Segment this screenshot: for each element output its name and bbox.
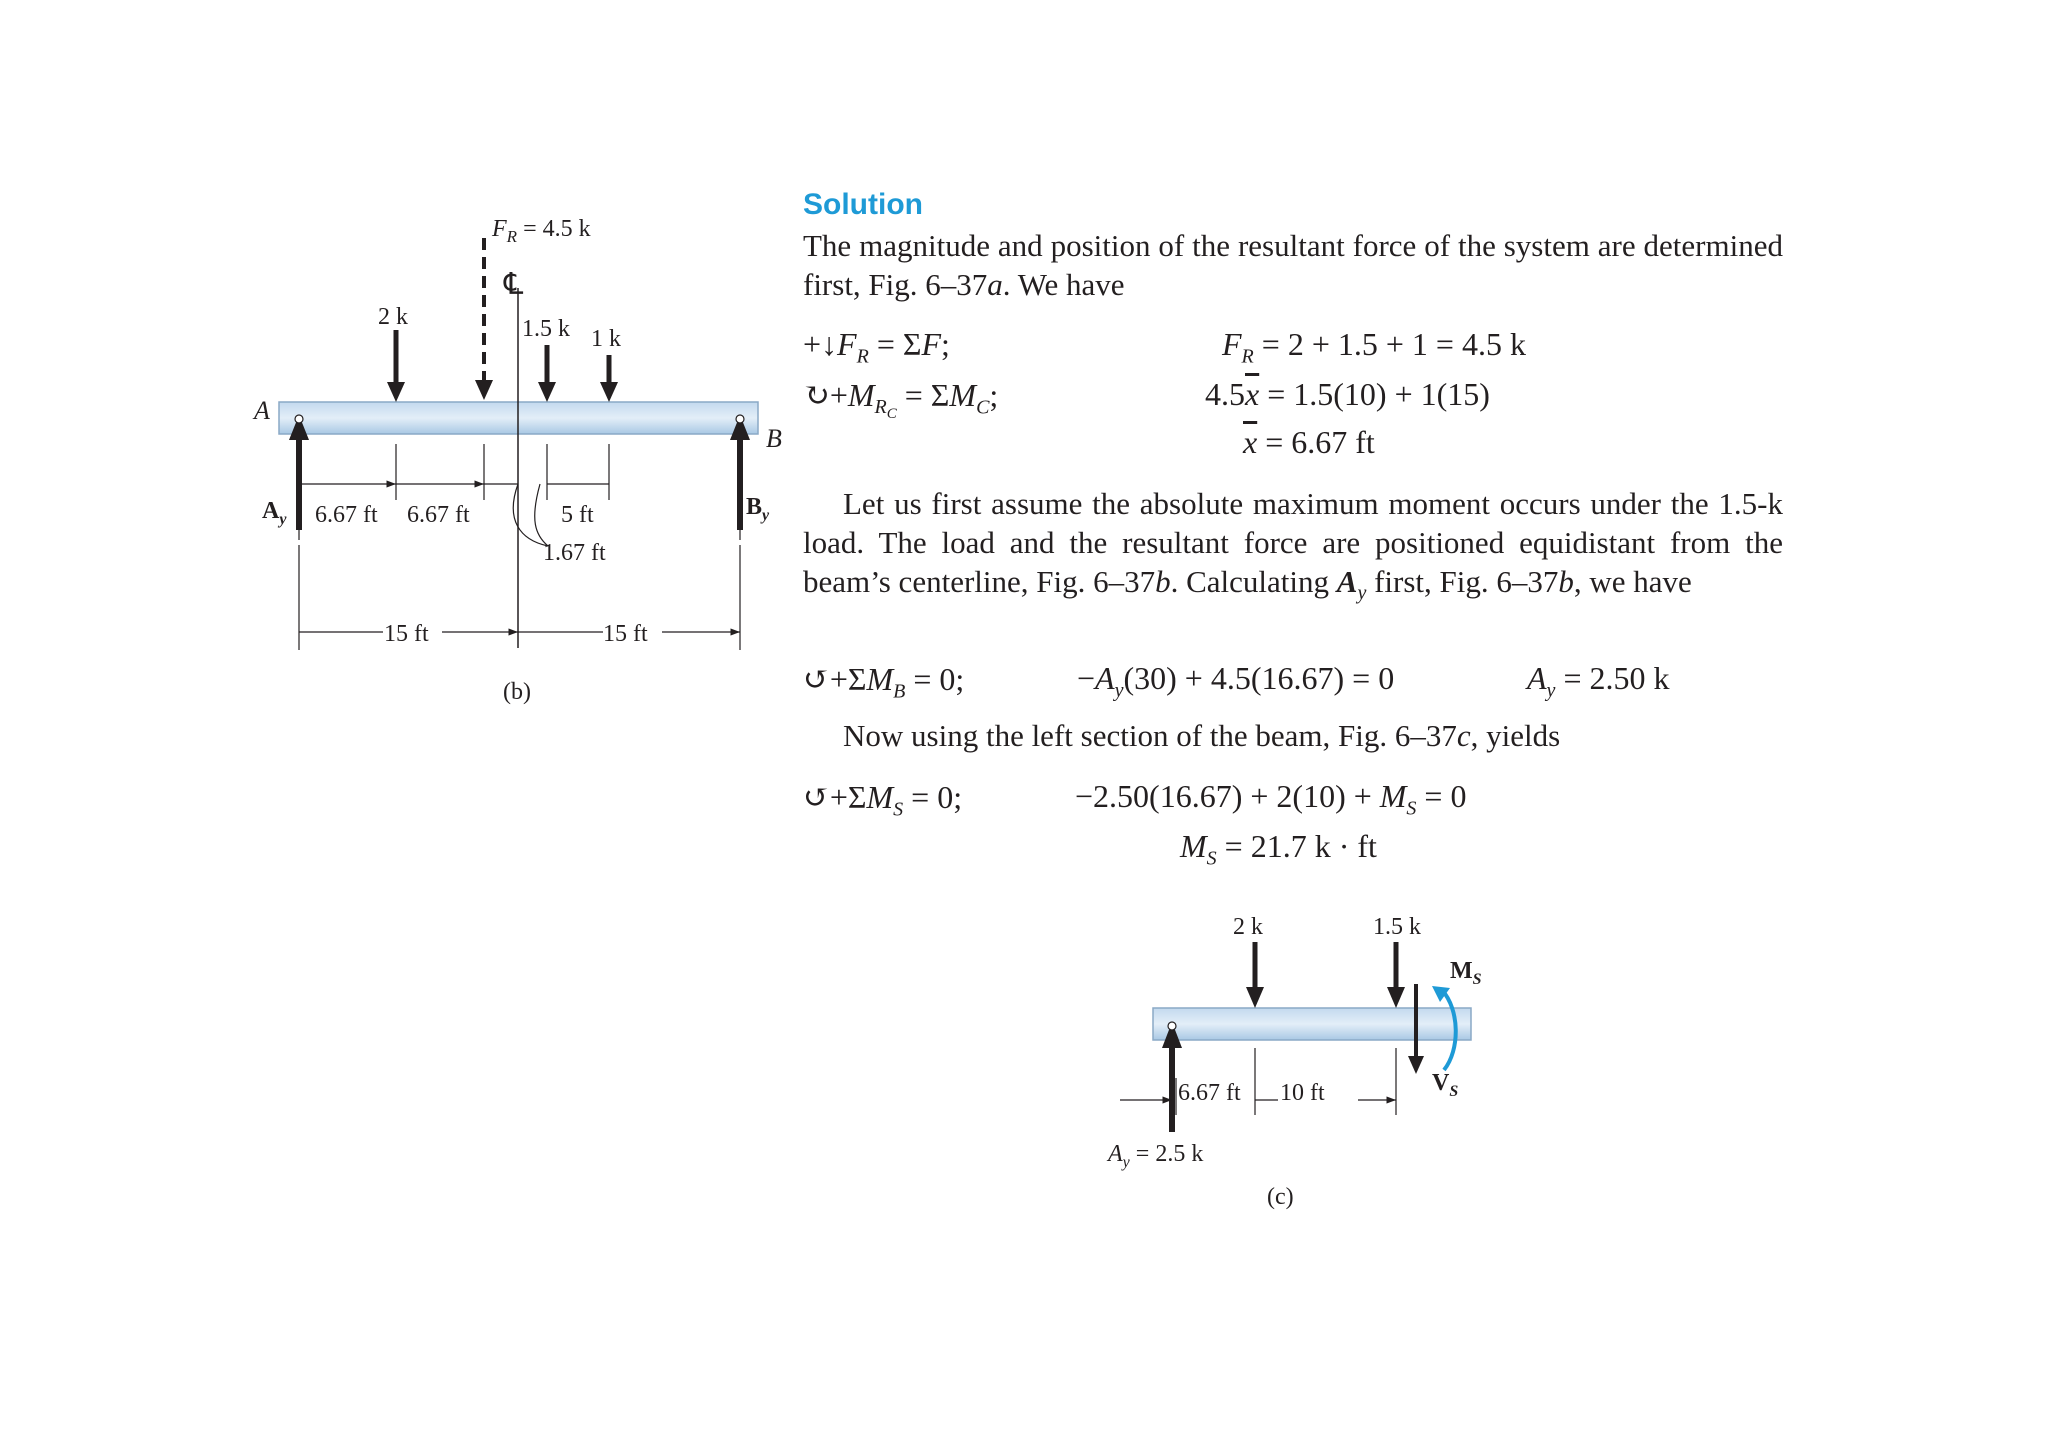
reaction-ay-label: $A_y$	[262, 498, 287, 528]
beam-c	[1153, 1008, 1471, 1040]
dimension-lines-lower	[299, 545, 740, 650]
figure-b-beam-diagram	[0, 0, 800, 740]
dim-1-67ft: 1.67 ft	[543, 540, 606, 566]
section-dim-10: 10 ft	[1280, 1080, 1325, 1106]
load-2k-label: 2 k	[378, 304, 408, 330]
solution-heading: Solution	[803, 188, 923, 221]
equation-1-result: $F_R = 2 + 1.5 + 1 = 4.5$ k	[1222, 326, 1526, 368]
dim-6-67-b: 6.67 ft	[407, 502, 470, 528]
section-load-2k-label: 2 k	[1233, 914, 1263, 940]
dim-6-67-a: 6.67 ft	[315, 502, 378, 528]
point-a-label: A	[254, 396, 270, 425]
section-load-1-5k-arrow	[1387, 942, 1405, 1008]
paragraph-resultant: The magnitude and position of the resultant force of the system are determined first, Fig. 6–37a. We have	[803, 228, 1783, 302]
reaction-by-label: $B_y$	[746, 494, 770, 524]
load-1k-arrow	[600, 355, 618, 402]
shear-vs-label: $V_S$	[1432, 1070, 1459, 1100]
resultant-label: $F_R = 4.5$ k	[492, 216, 591, 246]
centerline-symbol: ℄	[504, 268, 524, 301]
moment-ms-label: $M_S$	[1450, 958, 1482, 988]
equation-5-body: $-2.50(16.67) + 2(10) + M_S = 0$	[1075, 778, 1467, 820]
section-load-1-5k-label: 1.5 k	[1373, 914, 1421, 940]
load-1k-label: 1 k	[591, 326, 621, 352]
equation-4-label: $↺+\Sigma M_B = 0$;	[803, 661, 965, 703]
section-dimension-lines	[1120, 1048, 1396, 1115]
dimension-lines-upper	[299, 440, 740, 546]
paragraph-assume: Let us first assume the absolute maximum moment occurs under the 1.5-k load. The load and the resultant force are positioned equidistant from the beam’s centerline, Fig. 6–37b. Calculating $A_y$ first, Fig. 6–37b, we have	[803, 486, 1783, 605]
section-load-2k-arrow	[1246, 942, 1264, 1008]
point-b-label: B	[766, 424, 782, 453]
load-2k-arrow	[387, 330, 405, 402]
section-dim-6-67: 6.67 ft	[1178, 1080, 1241, 1106]
equation-3-result: $\overline{x} = 6.67$ ft	[1243, 424, 1375, 460]
figure-c-section-diagram	[1080, 890, 1500, 1230]
equation-5-label: $↺+\Sigma M_S = 0$;	[803, 779, 963, 821]
equation-2-result: $4.5\overline{x} = 1.5(10) + 1(15)$	[1205, 376, 1490, 412]
equation-6-result: $M_S = 21.7$ k · ft	[1180, 828, 1377, 870]
paragraph-section: Now using the left section of the beam, Fig. 6–37c, yields	[843, 718, 1561, 753]
equation-4-body: $-A_y(30) + 4.5(16.67) = 0$	[1077, 660, 1395, 702]
equation-2-label: $↻+M_{R_C} = \Sigma M_C$;	[803, 377, 999, 423]
figure-c-caption: (c)	[1267, 1184, 1294, 1210]
equation-1-label: $+↓F_R = \Sigma F$;	[803, 326, 950, 368]
load-1-5k-arrow	[538, 345, 556, 402]
figure-b-caption: (b)	[503, 679, 531, 705]
dim-15ft-b: 15 ft	[603, 621, 648, 647]
equation-4-result: $A_y = 2.50$ k	[1527, 660, 1670, 702]
dim-5ft: 5 ft	[561, 502, 594, 528]
dim-15ft-a: 15 ft	[384, 621, 429, 647]
section-reaction-label: $A_y = 2.5$ k	[1108, 1141, 1204, 1171]
load-1-5k-label: 1.5 k	[522, 316, 570, 342]
